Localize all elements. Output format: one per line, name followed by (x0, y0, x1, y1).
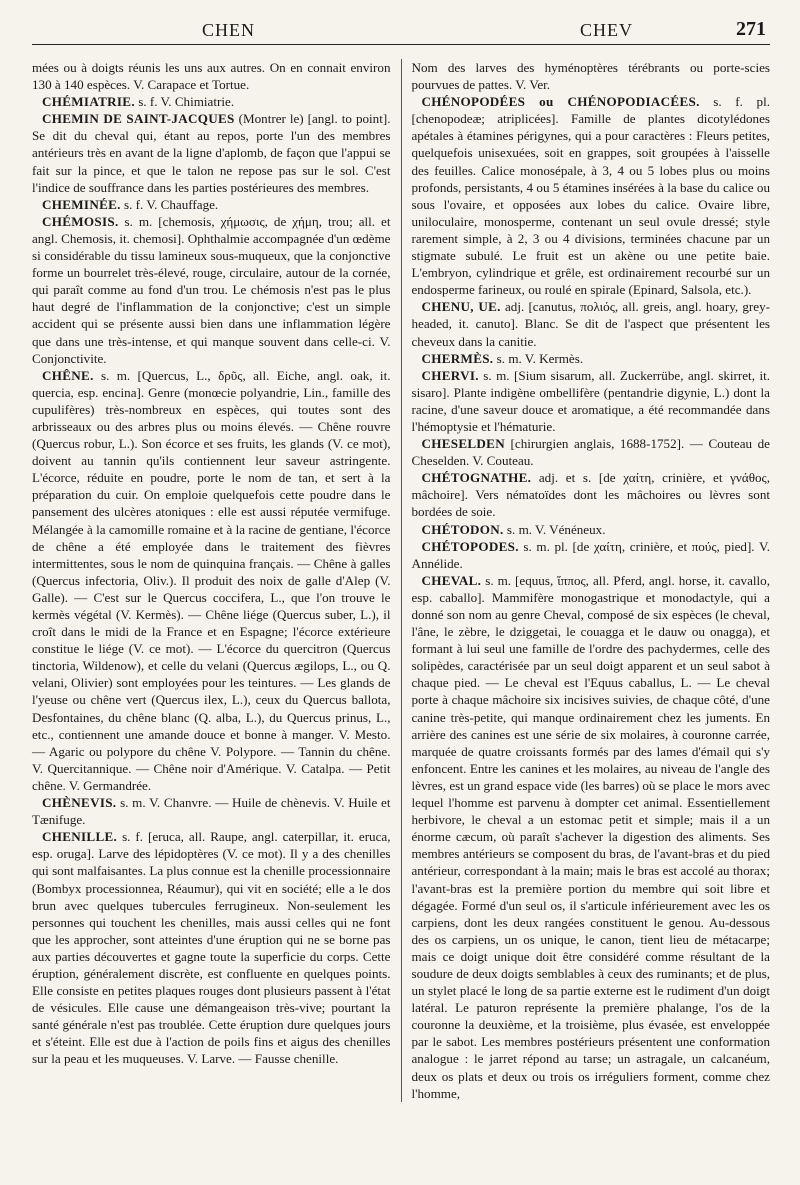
entry-headword: CHEVAL. (421, 572, 482, 588)
entry-headword: CHEMIN DE SAINT-JACQUES (42, 111, 235, 127)
entry-headword: CHÉMIATRIE. (42, 94, 135, 110)
entry-text: adj. [canutus, πολιός, all. greis, angl. hoary, grey-headed, it. canuto]. Blanc. Se dit de l'aspect que présentent les cheveux dans la canitie. (411, 299, 770, 349)
entry-cheminee (32, 196, 391, 213)
entry-text: [chirurgien anglais, 1688-1752]. — Couteau de Cheselden. V. Couteau. (411, 436, 770, 469)
entry-chetognathe (412, 469, 771, 520)
entry-headword: CHÉTOPODES. (421, 538, 519, 554)
entry-text: s. m. V. Chanvre. — Huile de chènevis. V. Huile et Tænifuge. (32, 795, 391, 828)
entry-headword: CHERVI. (421, 367, 479, 383)
page-number: 271 (736, 18, 766, 40)
entry-chenopodees (412, 93, 771, 298)
entry-headword: CHENU, UE. (421, 299, 501, 315)
entry-text: s. m. [Sium sisarum, all. Zuckerrübe, angl. skirret, it. sisaro]. Plante indigène ombellifère (pentandrie digynie, L.) dont la racine, d'une saveur douce et aromatique, a été recommandée dans l'hémoptysie et l'hématurie. (411, 367, 770, 434)
entry-chenille (32, 828, 391, 1067)
entry-headword: CHÉMOSIS. (42, 213, 119, 229)
entry-text: s. m. [Quercus, L., δρῦς, all. Eiche, angl. oak, it. quercia, esp. encina]. Genre (monœcie polyandrie, Lin., famille des cupulifères) très-nombreux en espèces, qui toutes sont des arbrisseaux ou des arbres plus ou moins élevés. — Chêne rouvre (Quercus robur, L.). Son écorce et ses fruits, les glands (V. ce mot), doivent au tannin qu'ils contiennent leur saveur astringente. L'écorce, réduite en poudre, porte le nom de tan, et sert à la préparation du cuir. On emploie quelquefois cette poudre dans le pansement des ulcères atoniques : elle est aussi réputée vermifuge. Mélangée à la camomille romaine et à la racine de gentiane, l'écorce de chêne a été employée dans le traitement des fièvres intermittentes, sous le nom de quinquina français. — Chêne à galles (Quercus infectoria, Oliv.). Il produit des noix de galle d'Alep (V. Galle). — C'est sur le Quercus coccifera, L., que l'on trouve le kermès végétal (V. Kermès). — Chêne liége (Quercus suber, L.), il croît dans le midi de la France et en Espagne; l'écorce extérieure constitue le liége (V. ce mot). — L'écorce du quercitron (Quercus tinctoria, Wildenow), et celle du velani (Quercus ægilops, L., ou Q. velani, Olivier) sont employées pour les teintures. — Les glands de l'yeuse ou chêne vert (Quercus ilex, L.), ceux du Quercus ballota, Desfontaines, du chêne blanc (Q. alba, L.), du Quercus prinus, L., etc., contiennent une amande douce et bonne à manger. V. Mesto. — Agaric ou polypore du chêne V. Polypore. — Tannin du chêne. V. Quercitannique. — Chêne noir d'Amérique. V. Catalpa. — Petit chêne. V. Germandrée. (32, 367, 391, 793)
entry-text: adj. et s. [de χαίτη, crinière, et γνάθος, mâchoire]. Vers nématoïdes dont les mâchoires ou lèvres sont bordées de soie. (411, 470, 770, 520)
entry-text: s. m. V. Kermès. (496, 350, 584, 366)
entry-chervi (412, 367, 771, 435)
entry-text: s. f. V. Chauffage. (124, 196, 219, 212)
entry-cheselden (412, 435, 771, 469)
entry-continuation (32, 59, 391, 93)
entry-headword: CHENILLE. (42, 829, 118, 845)
entry-chemin-de-saint-jacques (32, 110, 391, 195)
left-running-headword: CHEN (202, 20, 255, 40)
right-column (401, 59, 771, 1102)
entry-chene (32, 367, 391, 794)
entry-headword: CHEMINÉE. (42, 196, 121, 212)
entry-headword: CHESELDEN (421, 436, 505, 452)
left-column (32, 59, 401, 1102)
entry-headword: CHÈNEVIS. (42, 795, 117, 811)
entry-continuation (412, 59, 771, 93)
entry-text: mées ou à doigts réunis les uns aux autres. On en connait environ 130 à 140 espèces. V. Carapace et Tortue. (32, 60, 391, 93)
right-running-headword: CHEV (580, 20, 633, 40)
entry-text: s. f. [eruca, all. Raupe, angl. caterpillar, it. eruca, esp. oruga]. Larve des lépidoptères (V. ce mot). Il y a des chenilles qui sont malfaisantes. La plus connue est la chenille processionnaire (Bombyx processionnea, Réaumur), qui vit en société; elle a le dos brun avec quelques tubercules ferrugineux. Non-seulement les personnes qui touchent les chenilles, mais aussi celles qui ne font que les approcher, sont atteintes d'une éruption qui ne se borne pas aux parties découvertes et gagne toute la superficie du corps. Cette éruption, généralement discrète, est confluente en quelques points. Elle consiste en petites plaques rouges dont plusieurs passent à l'état de vésicules. Elle cause une démangeaison très-vive; pourtant la santé générale n'est pas troublée. Cette éruption dure quelques jours et s'éteint. Elle est due à l'action de poils fins et aigus des chenilles sur la peau et les muqueuses. V. Larve. — Fausse chenille. (32, 829, 391, 1067)
entry-text: s. m. [equus, ἵππος, all. Pferd, angl. horse, it. cavallo, esp. caballo]. Mammifère monogastrique et monodactyle, qui a donné son nom au genre Cheval, composé de six espèces (le cheval, l'âne, le zèbre, le dziggetai, le couagga et le dauw ou onagga), et formant à lui seul une famille de l'ordre des pachydermes, celle des solipèdes, caractérisée par un seul doigt apparent et un seul sabot à chaque pied. — Le cheval est l'Equus caballus, L. — Le cheval porte à chaque mâchoire six incisives suivies, de chaque côté, d'une canine très-petite, qui manque ordinairement chez les juments. En arrière des canines est une série de six molaires, à couronne carrée, marquée de quatre croissants formés par des lames d'émail qui s'y enfoncent. Entre les canines et les molaires, au niveau de l'angle des lèvres, est un grand espace vide (les barres) où se place le mors avec lequel l'homme est parvenu à dompter cet animal. Essentiellement herbivore, le cheval a un estomac petit et simple; mais il a un énorme cæcum, où paraît s'achever la digestion des aliments. Ses membres antérieurs se composent du bras, de l'avant-bras et du pied antérieur, correspondant à la main; mais le bras est accolé au thorax; l'avant-bras est la première portion du membre qui soit libre et dégagée. Formé d'un seul os, il s'articule inférieurement avec les os carpiens, dont les deux rangées constituent le genou. Au-dessous des os carpiens, un os unique, le canon, tient lieu de métacarpe; mais ce doigt unique doit être considéré comme résultant de la soudure de deux doigts semblables à ceux des ruminants; et de plus, un stylet placé le long de sa partie externe est le rudiment d'un doigt latéral. Le paturon représente la première phalange, l'os de la couronne la deuxième, et la troisième, plus évasée, est enveloppée par le sabot. Les membres postérieurs présentent une conformation analogue : le jarret répond au tarse; un astragale, un calcanéum, deux os plats et deux ou trois os irréguliers forment, comme chez l'homme, (411, 572, 770, 1101)
entry-text: s. f. pl. [chenopodeæ; atriplicées]. Famille de plantes dicotylédones apétales à étamines périgynes, qui a pour caractères : Fleurs petites, quelquefois unisexuées, soit en grappes, soit groupées à l'aisselle des feuilles. Calice monosépale, à 3, 4 ou 5 lobes plus ou moins profonds, persistants, 4 ou 5 étamines insérées à la base du calice ou sous l'ovaire, et opposées aux lobes du calice. Ovaire libre, uniloculaire, monosperme, contenant un seul ovule dressé; style rarement simple, à 2, 3 ou 4 divisions, terminées chacune par un stigmate subulé. Le fruit est un akène ou une petite baie. L'embryon, cylindrique et grêle, est ordinairement recourbé sur un endosperme farineux, ou roulé en spirale (Epinard, Salsola, etc.). (411, 94, 770, 298)
entry-text: s. m. V. Vénéneux. (506, 521, 606, 537)
entry-chetodon (412, 521, 771, 538)
entry-chenevis (32, 794, 391, 828)
entry-headword: CHERMÈS. (421, 350, 494, 366)
entry-text: s. m. [chemosis, χήμωσις, de χήμη, trou; all. et angl. Chemosis, it. chemosi]. Ophthalmie accompagnée d'un œdème si considérable du tissu lamineux sous-muqueux, que la conjonctive forme un bourrelet très-élevé, rouge, circulaire, autour de la cornée, qui paraît comme au fond d'un trou. Le chémosis n'est pas le plus haut degré de l'inflammation de la conjonctive; c'est un simple accident qui se présente aussi bien dans une inflammation légère que dans une très-intense, et qui manque souvent dans celle-ci. V. Conjonctivite. (32, 213, 391, 366)
entry-headword: CHÉTODON. (421, 521, 504, 537)
entry-text: Nom des larves des hyménoptères térébrants ou porte-scies pourvues de pattes. V. Ver. (411, 60, 770, 93)
entry-text: s. m. pl. [de χαίτη, crinière, et πούς, pied]. V. Annélide. (411, 538, 770, 571)
entry-chenu (412, 298, 771, 349)
entry-chermes (412, 350, 771, 367)
entry-headword: CHÉTOGNATHE. (421, 470, 532, 486)
entry-text: (Montrer le) [angl. to point]. Se dit du cheval qui, étant au repos, porte l'un des membres antérieurs très en avant de la ligne d'aplomb, de façon que l'appui se fait sur la pince, et que le talon ne repose pas sur le sol. C'est l'indice de souffrance dans les parties postérieures des membres. (32, 111, 391, 195)
entry-cheval (412, 572, 771, 1102)
entry-headword: CHÊNE. (42, 367, 94, 383)
two-column-body (32, 59, 770, 1102)
entry-chetopodes (412, 538, 771, 572)
entry-headword: CHÉNOPODÉES ou CHÉNOPODIACÉES. (421, 94, 700, 110)
entry-chemosis (32, 213, 391, 367)
entry-chemiatrie (32, 93, 391, 110)
entry-text: s. f. V. Chimiatrie. (138, 94, 235, 110)
running-header (32, 18, 770, 45)
